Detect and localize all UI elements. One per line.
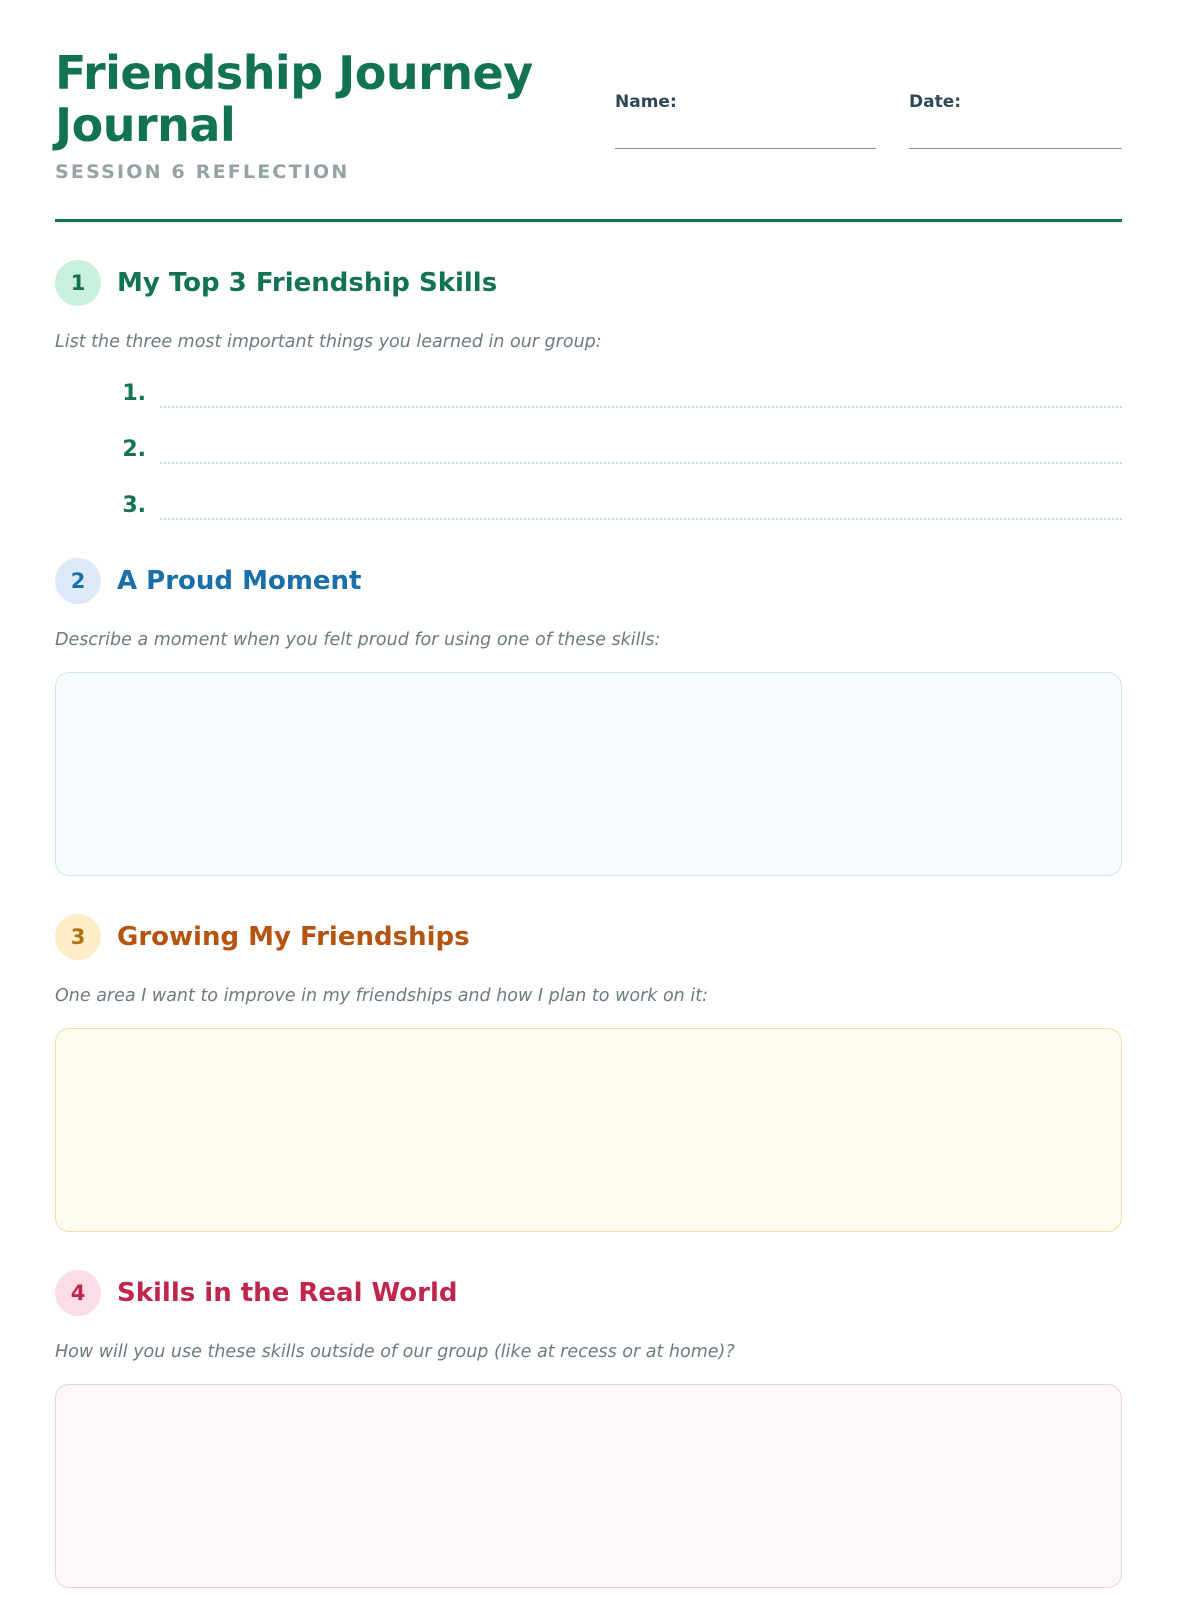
list-item-number: 1.: [122, 381, 146, 407]
title-block: [55, 48, 615, 183]
section-2-prompt: Describe a moment when you felt proud for using one of these skills:: [55, 630, 661, 651]
section-3-prompt: One area I want to improve in my friendships and how I plan to work on it:: [55, 986, 708, 1007]
section-2-number-badge: 2: [55, 558, 101, 604]
name-input-line[interactable]: [615, 148, 876, 149]
section-3-header: [55, 914, 1122, 960]
list-item[interactable]: [55, 484, 1122, 520]
date-input-line[interactable]: [909, 148, 1122, 149]
meta-fields: [615, 92, 1122, 149]
section-1-prompt: List the three most important things you learned in our group:: [55, 332, 602, 353]
list-item-number: 3.: [122, 493, 146, 519]
section-3-number-badge: 3: [55, 914, 101, 960]
section-1-answer-lines: [55, 372, 1122, 520]
list-item[interactable]: [55, 372, 1122, 408]
name-label: Name:: [615, 92, 677, 112]
write-line[interactable]: [160, 484, 1122, 520]
date-label: Date:: [909, 92, 962, 112]
name-field-group: [615, 92, 876, 149]
section-3-answer-box[interactable]: [55, 1028, 1122, 1232]
section-3-title: Growing My Friendships: [117, 922, 470, 953]
page-header: [55, 48, 1122, 183]
section-1-number-badge: 1: [55, 260, 101, 306]
section-growing-my-friendships: [55, 914, 1122, 1232]
page-subtitle: SESSION 6 REFLECTION: [55, 161, 350, 184]
header-divider: [55, 219, 1122, 222]
section-4-number-badge: 4: [55, 1270, 101, 1316]
section-2-title: A Proud Moment: [117, 566, 362, 597]
section-skills-in-the-real-world: [55, 1270, 1122, 1588]
section-4-header: [55, 1270, 1122, 1316]
section-4-prompt: How will you use these skills outside of our group (like at recess or at home)?: [55, 1342, 735, 1363]
section-2-answer-box[interactable]: [55, 672, 1122, 876]
section-1-title: My Top 3 Friendship Skills: [117, 268, 498, 299]
write-line[interactable]: [160, 372, 1122, 408]
section-1-header: [55, 260, 1122, 306]
section-4-answer-box[interactable]: [55, 1384, 1122, 1588]
section-2-header: [55, 558, 1122, 604]
list-item[interactable]: [55, 428, 1122, 464]
page-title: Friendship Journey Journal: [55, 46, 533, 152]
list-item-number: 2.: [122, 437, 146, 463]
write-line[interactable]: [160, 428, 1122, 464]
section-my-top-3-friendship-skills: [55, 260, 1122, 520]
section-4-title: Skills in the Real World: [117, 1278, 458, 1309]
date-field-group: [909, 92, 1122, 149]
section-a-proud-moment: [55, 558, 1122, 876]
